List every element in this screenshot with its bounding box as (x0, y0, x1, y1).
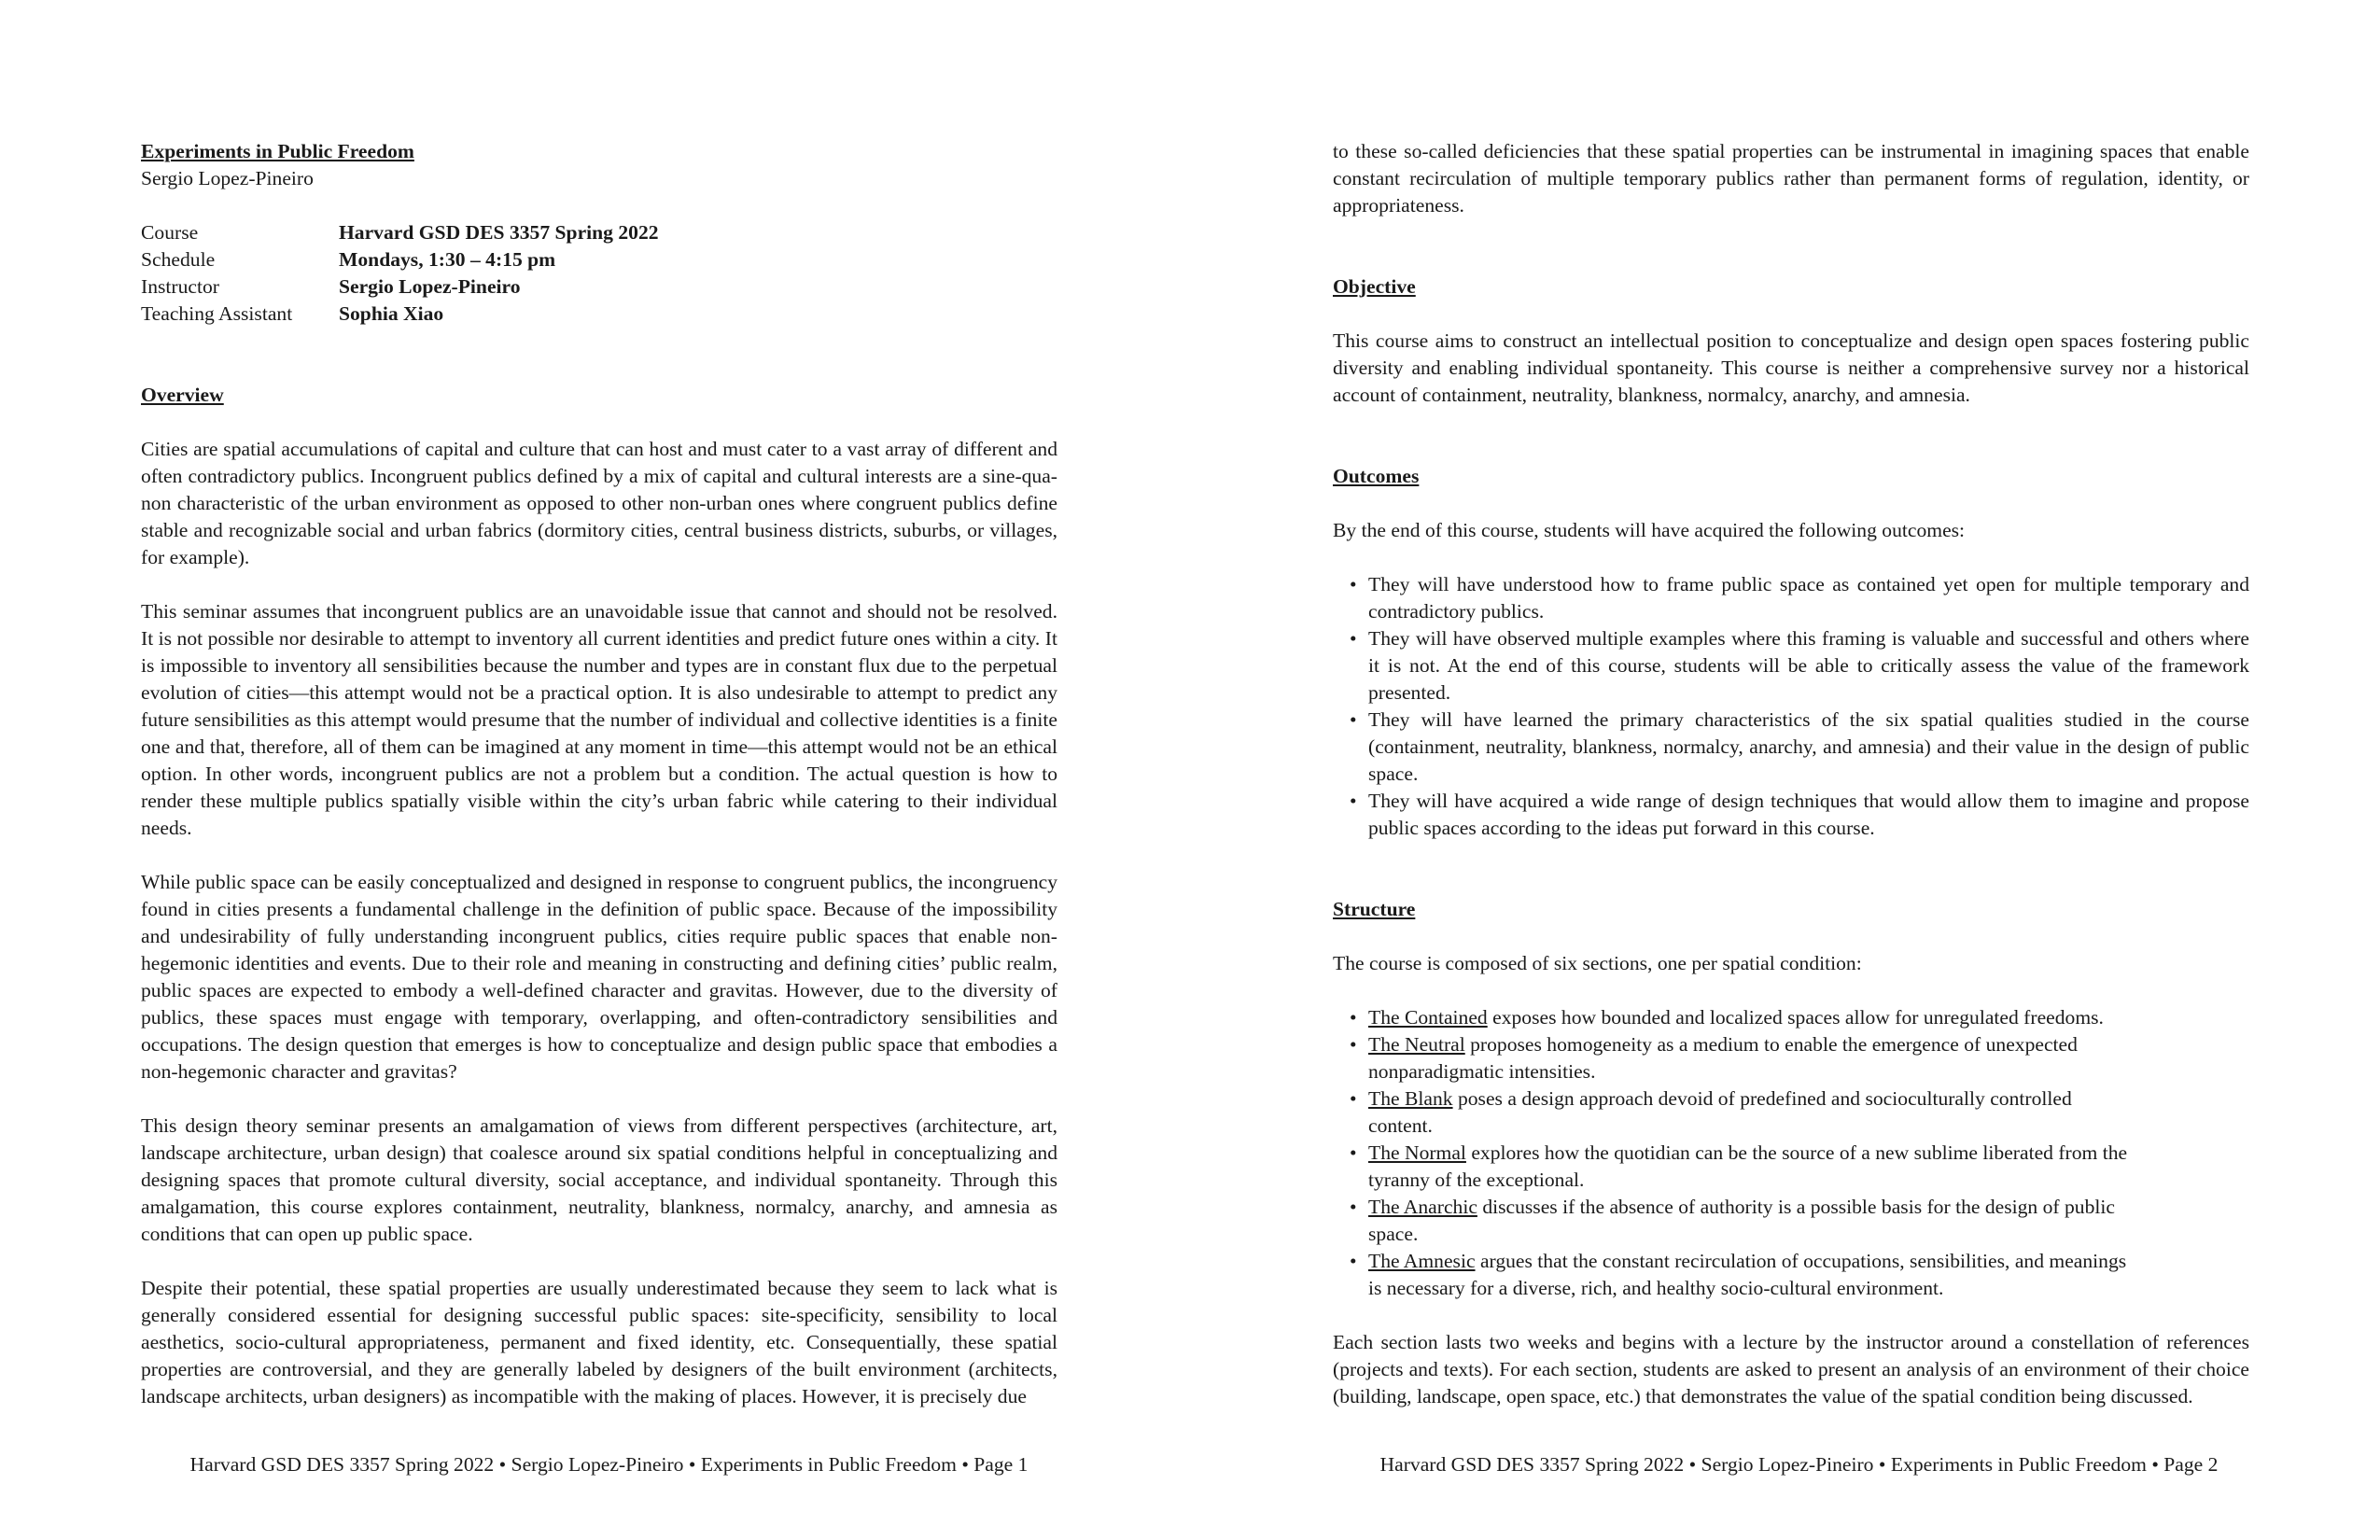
closing-paragraph: Each section lasts two weeks and begins with a lecture by the instructor around a constellation of references (projects and texts). For each section, students are asked to present an analysis of an environment of their choice (building, landscape, open space, etc.) that demonstrates the value of the spatial condition being discussed. (1333, 1331, 2249, 1407)
meta-label-instructor: Instructor (141, 275, 219, 298)
page-2-content (1333, 138, 2249, 1410)
overview-paragraph: While public space can be easily conceptualized and designed in response to congruent publics, the incongruency found in cities presents a fundamental challenge in the definition of public space. Because of the impossibility and undesirability of fully understanding incongruent publics, cities require public spaces that enable non-hegemonic identities and events. Due to their role and meaning in constructing and defining cities’ public realm, public spaces are expected to embody a well-defined character and gravitas. However, due to the diversity of publics, these spaces must engage with temporary, overlapping, and often-contradictory sensibilities and occupations. The design question that emerges is how to conceptualize and design public space that embodies a non-hegemonic character and gravitas? (141, 871, 1057, 1083)
section-name: The Amnesic (1368, 1250, 1476, 1272)
page-2-footer: Harvard GSD DES 3357 Spring 2022 • Sergio Lopez-Pineiro • Experiments in Public Freedom • Page 2 (1379, 1453, 2219, 1476)
overview-paragraph: This design theory seminar presents an amalgamation of views from different perspectives (architecture, art, landscape architecture, urban design) that coalesce around six spatial conditions helpful in conceptualizing and designing spaces that promote cultural diversity, social acceptance, and individual spontaneity. Through this amalgamation, this course explores containment, neutrality, blankness, normalcy, anarchy, and amnesia as conditions that can open up public space. (141, 1114, 1057, 1245)
list-item: • They will have learned the primary characteristics of the six spatial qualities studied in the course (containment, neutrality, blankness, normalcy, anarchy, and amnesia) and their value in the design of public space. (1368, 707, 2249, 788)
meta-label-course: Course (141, 221, 199, 244)
section-description: argues that the constant recirculation of occupations, sensibilities, and meanings is necessary for a diverse, rich, and healthy socio-cultural environment. (1368, 1250, 2127, 1299)
section-description: explores how the quotidian can be the source of a new sublime liberated from the tyranny of the exceptional. (1368, 1141, 2128, 1191)
outcomes-list (1333, 571, 2249, 842)
meta-value-schedule: Mondays, 1:30 – 4:15 pm (339, 248, 556, 271)
list-item (1368, 1004, 2137, 1031)
section-name: The Neutral (1368, 1033, 1465, 1056)
page-2 (1190, 0, 2380, 1540)
list-item (1368, 1031, 2137, 1085)
document-title: Experiments in Public Freedom (141, 140, 414, 162)
page-1-footer: Harvard GSD DES 3357 Spring 2022 • Sergio Lopez-Pineiro • Experiments in Public Freedom • Page 1 (189, 1453, 1029, 1476)
section-description: proposes homogeneity as a medium to enable the emergence of unexpected nonparadigmatic intensities. (1368, 1033, 2078, 1083)
structure-intro: The course is composed of six sections, one per spatial condition: (1333, 952, 1862, 974)
section-name: The Normal (1368, 1141, 1466, 1164)
list-item (1368, 1140, 2137, 1194)
objective-heading: Objective (1333, 275, 1416, 298)
list-item: • They will have acquired a wide range of design techniques that would allow them to imagine and propose public spaces according to the ideas put forward in this course. (1368, 788, 2249, 842)
list-item: • They will have observed multiple examples where this framing is valuable and successful and others where it is not. At the end of this course, students will be able to critically assess the value of the framework presented. (1368, 625, 2249, 707)
list-item (1368, 1085, 2137, 1140)
overview-paragraph: This seminar assumes that incongruent publics are an unavoidable issue that cannot and should not be resolved. It is not possible nor desirable to attempt to inventory all current identities and predict future ones within a city. It is impossible to inventory all sensibilities because the number and types are in constant flux due to the perpetual evolution of cities—this attempt would not be a practical option. It is also undesirable to attempt to predict any future sensibilities as this attempt would presume that the number of individual and collective identities is a finite one and that, therefore, all of them can be imagined at any moment in time—this attempt would not be an ethical option. In other words, incongruent publics are not a problem but a condition. The actual question is how to render these multiple publics spatially visible within the city’s urban fabric while catering to their individual needs. (141, 600, 1057, 839)
continuation-paragraph: to these so-called deficiencies that these spatial properties can be instrumental in imagining spaces that enable constant recirculation of multiple temporary publics rather than permanent forms of regulation, identity, or appropriateness. (1333, 140, 2249, 217)
overview-heading: Overview (141, 384, 224, 406)
page-1-content (141, 138, 1057, 1410)
section-name: The Contained (1368, 1006, 1488, 1029)
author-name: Sergio Lopez-Pineiro (141, 167, 314, 189)
meta-value-course: Harvard GSD DES 3357 Spring 2022 (339, 221, 659, 244)
outcomes-heading: Outcomes (1333, 465, 1420, 487)
section-description: exposes how bounded and localized spaces allow for unregulated freedoms. (1487, 1006, 2104, 1029)
objective-paragraph: This course aims to construct an intellectual position to conceptualize and design open spaces fostering public diversity and enabling individual spontaneity. This course is neither a comprehensive survey nor a historical account of containment, neutrality, blankness, normalcy, anarchy, and amnesia. (1333, 329, 2249, 406)
outcomes-intro: By the end of this course, students will have acquired the following outcomes: (1333, 519, 1966, 541)
sections-list (1333, 1004, 2249, 1302)
section-name: The Blank (1368, 1087, 1453, 1110)
meta-value-instructor: Sergio Lopez-Pineiro (339, 275, 521, 298)
overview-paragraph: Despite their potential, these spatial properties are usually underestimated because they seem to lack what is generally considered essential for designing successful public spaces: site-specificity, sensibility to local aesthetics, socio-cultural appropriateness, permanent and fixed identity, etc. Consequentially, these spatial properties are controversial, and they are generally labeled by designers of the built environment (architects, landscape architects, urban designers) as incompatible with the making of places. However, it is precisely due (141, 1277, 1057, 1407)
section-description: poses a design approach devoid of predefined and socioculturally controlled content. (1368, 1087, 2072, 1137)
list-item (1368, 1248, 2137, 1302)
list-item (1368, 1194, 2137, 1248)
section-name: The Anarchic (1368, 1196, 1477, 1218)
course-info-table (141, 219, 1057, 328)
list-item: • They will have understood how to frame public space as contained yet open for multiple temporary and contradictory publics. (1368, 571, 2249, 625)
meta-label-assistant: Teaching Assistant (141, 302, 293, 325)
overview-paragraph: Cities are spatial accumulations of capital and culture that can host and must cater to a vast array of different and often contradictory publics. Incongruent publics defined by a mix of capital and cultural interests are a sine-qua-non characteristic of the urban environment as opposed to other non-urban ones where congruent publics define stable and recognizable social and urban fabrics (dormitory cities, central business districts, suburbs, or villages, for example). (141, 438, 1057, 568)
structure-heading: Structure (1333, 898, 1416, 920)
meta-value-assistant: Sophia Xiao (339, 302, 444, 325)
section-description: discusses if the absence of authority is a possible basis for the design of public space. (1368, 1196, 2115, 1245)
meta-label-schedule: Schedule (141, 248, 216, 271)
